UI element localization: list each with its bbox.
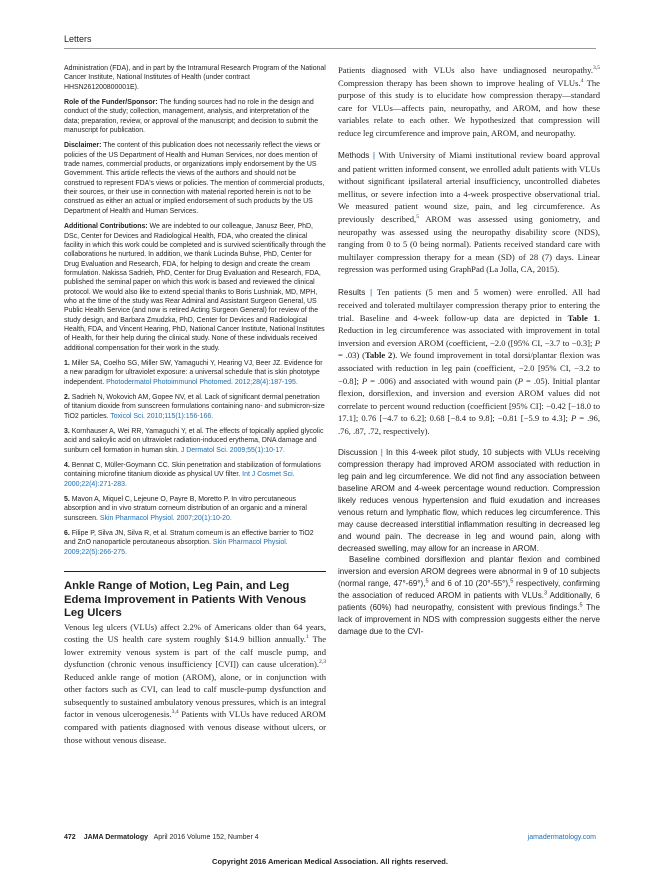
ref-journal-link[interactable]: Skin Pharmacol Physiol: [212, 539, 286, 547]
citation-sup: 3: [543, 590, 548, 597]
ref-text: Bennat C, Müller-Goymann CC. Skin penetration and stabilization of formulations containing microfine titanium dioxide as physical UV filter.: [64, 462, 321, 479]
ref-text: Miller SA, Coelho SG, Miller SW, Yamaguchi Y, Hearing VJ, Beer JZ. Evidence for a new paradigm for ultraviolet exposure: a universal schedule that is skin phototype independent.: [64, 359, 323, 386]
ref-cite-link[interactable]: . 2000;22(4):271-283.: [64, 471, 295, 488]
role-text: The funding sources had no role in the design and conduct of the study; collection, management, analysis, and interpretation of the data; preparation, review, or approval of the manuscript; and decision to submit the manuscript for publication.: [64, 99, 319, 135]
body-text: The lack of improvement in NDS with compression suggests either the nerve damage due to the CVI-: [338, 603, 600, 636]
reference-3: [64, 427, 326, 455]
role-of-funder: [64, 98, 326, 135]
methods-heading: Methods: [338, 151, 370, 161]
results-heading: Results: [338, 287, 366, 297]
funding-continuation: Administration (FDA), and in part by the Intramural Research Program of the National Cancer Institute, National Institutes of Health (under contract HHSN261200800001E).: [64, 65, 326, 91]
body-text: AROM was assessed using goniometry, and neuropathy was assessed using the neuropathy disability score (NDS), ranging from 0 to 5 (0 being normal). Patients received standard care with multilayer compression therapy for a mean (SD) of 28 (7) days. Linear regression was performed using GraphPad (La Jolla, CA, 2015).: [338, 214, 600, 275]
citation-sup: 1: [305, 634, 309, 641]
disclaimer: [64, 141, 326, 216]
ref-cite-link[interactable]: . 2009;22(5):266-275.: [64, 539, 288, 556]
citation-sup: 5: [416, 214, 419, 221]
ref-journal-link[interactable]: J Dermatol Sci: [180, 446, 226, 454]
ref-number: 1.: [64, 359, 70, 367]
body-text: Ten patients (5 men and 5 women) were enrolled. All had received and tolerated multilayer compression therapy prior to entering the trial. Baseline and 4-week follow-up data are depicted in: [338, 286, 600, 323]
journal-url-link[interactable]: jamadermatology.com: [527, 834, 596, 841]
body-text: With University of Miami institutional review board approval and patient written informed consent, we enrolled adult patients with VLUs without significant ipsilateral arterial insufficiency, uncontrolled diabetes mellitus, or severe infection into a 4-week prospective observational trial. We measured patient wound size, pain, and leg circumference. As previously described,: [338, 150, 600, 225]
body-text: = .006) and associated with wound pain (: [367, 375, 518, 386]
ref-number: 5.: [64, 496, 70, 504]
ref-cite-link[interactable]: . 2012;28(4):187-195.: [231, 378, 298, 386]
contrib-label: Additional Contributions:: [64, 223, 148, 231]
body-text: = .03) (: [338, 350, 365, 361]
header-rule: [64, 48, 596, 49]
ref-journal-link[interactable]: Skin Pharmacol Physiol: [99, 514, 173, 522]
p-value-label: P: [570, 413, 577, 424]
body-text: = .05). Initial plantar flexion, dorsiflexion, and inversion and eversion AROM values did not correlate to percent wound reduction (coefficient [95% CI]: −0.42 [−18.0 to 17.1]; 0.76 [−4.7 to 6.2]; 0.68 [−8.4 to 9.8]; −0.81 [−5.9 to 4.3];: [338, 375, 600, 424]
body-text: Patients diagnosed with VLUs also have undiagnosed neuropathy.: [338, 65, 593, 75]
citation-sup: 5: [425, 578, 429, 585]
body-text: Compression therapy has been shown to improve healing of VLUs.: [338, 77, 581, 88]
section-separator: |: [370, 286, 373, 297]
reference-6: [64, 529, 326, 557]
ref-text: Mavon A, Miquel C, Lejeune O, Payre B, Moretto P. In vitro percutaneous absorption and in vivo stratum corneum distribution of an organic and a mineral sunscreen.: [64, 496, 307, 522]
section-separator: |: [380, 448, 383, 458]
discussion-paragraph: [338, 447, 600, 554]
intro-text: Venous leg ulcers (VLUs) affect 2.2% of Americans older than 64 years, costing the US health care system roughly $14.9 billion annually.: [64, 621, 326, 645]
body-text: ). We found improvement in total dorsi/plantar flexion was associated with reduction in leg pain (coefficient, −2.0 [95% CI, −3.2 to −0.8];: [338, 350, 600, 386]
p-value-label: P: [517, 375, 524, 386]
left-column: [64, 64, 326, 746]
citation-sup: 4: [580, 77, 584, 84]
reference-2: [64, 393, 326, 421]
ref-number: 3.: [64, 428, 70, 436]
ref-number: 6.: [64, 530, 70, 538]
table-2-ref[interactable]: Table 2: [364, 350, 393, 361]
citation-sup: 5: [579, 602, 583, 609]
reference-5: [64, 495, 326, 523]
citation-sup: 5: [510, 578, 514, 585]
body-text: Additionally, 6 patients (60%) had neuropathy, consistent with previous findings.: [338, 591, 600, 613]
citation-sup: 2,3: [319, 659, 326, 666]
intro-paragraph-cont: [338, 64, 600, 139]
p-value-label: P: [594, 337, 600, 348]
p-value-label: P: [361, 375, 368, 386]
body-text: respectively, confirming the association of reduced AROM in patients with VLUs.: [338, 579, 601, 601]
additional-contributions: [64, 222, 326, 353]
body-text: = .96, .76, .87, .72, respectively).: [338, 413, 600, 436]
ref-number: 4.: [64, 462, 70, 470]
section-separator: |: [372, 150, 376, 161]
ref-cite-link[interactable]: . 2007;20(1):10-20.: [172, 514, 232, 522]
disclaimer-text: The content of this publication does not necessarily reflect the views or policies of the US Department of Health and Human Services, nor does mention of trade names, commercial products, or organizations imply endorsement by the US Government. This article reflects the views of the authors and should not be construed to represent FDA's views or policies. The mention of commercial products, their sources, or their use in connection with material reported herein is not to be construed as either an actual or implied endorsement of such products by the US Department of Health and Human Services.: [64, 142, 325, 215]
results-paragraph: [338, 286, 600, 438]
methods-paragraph: [338, 149, 600, 275]
ref-cite-link[interactable]: . 2009;55(1):10-17.: [225, 446, 285, 454]
ref-number: 2.: [64, 394, 70, 401]
page-footer: [64, 834, 596, 841]
ref-journal-link[interactable]: Int J Cosmet Sci: [242, 471, 293, 479]
body-text: and 6 of 10 (20°-55°),: [428, 579, 511, 589]
intro-text: Patients with VLUs have reduced AROM compared with patients diagnosed with venous disease without ulcers, or those without venous disease.: [64, 709, 326, 745]
ref-cite-link[interactable]: . 2010;115(1):156-166.: [143, 412, 214, 420]
ref-journal-link[interactable]: Toxicol Sci: [110, 412, 144, 420]
table-1-ref[interactable]: Table 1: [567, 312, 598, 323]
ref-journal-link[interactable]: Photodermatol Photoimmunol Photomed: [106, 378, 232, 386]
ref-text: Kornhauser A, Wei RR, Yamaguchi Y, et al. The effects of topically applied glycolic acid and salicylic acid on ultraviolet radiation-induced erythema, DNA damage and sunburn cell formation in human skin.: [64, 428, 324, 454]
ref-text: Filipe P, Silva JN, Silva R, et al. Stratum corneum is an effective barrier to TiO2 and ZnO nanoparticle percutaneous absorption.: [64, 530, 314, 547]
intro-text: Reduced ankle range of motion (AROM), alone, or in conjunction with other factors such as CVI, can lead to calf muscle-pump dysfunction and subsequently to sustained ambulatory venous pressures, which is an integral factor in venous ulcerogenesis.: [64, 671, 326, 720]
journal-name: JAMA Dermatology: [83, 834, 148, 841]
reference-4: [64, 461, 326, 489]
discussion-heading: Discussion: [338, 448, 378, 458]
intro-text: The lower extremity venous system is part of the calf muscle pump, and dysfunction (chronic venous insufficiency [CVI]) can cause ulceration).: [64, 634, 327, 670]
copyright-notice: Copyright 2016 American Medical Association. All rights reserved.: [212, 857, 448, 866]
running-header: Letters: [64, 34, 92, 44]
contrib-text: We are indebted to our colleague, Janusz Beer, PhD, DSc, Center for Devices and Radiological Health, FDA, who created the clinical facility in which this work could be completed and is survived scientifically through the collaborations he nurtured. In addition, we thank Lucinda Buhse, PhD, Center for Drug Evaluation and Research, FDA, for helping to design and create the cream formulation. Nakissa Sadrieh, PhD, Center for Drug Evaluation and Research, FDA, published the seminal paper on which this work is based and reviewed the clinical protocol. We would also like to extend special thanks to Boris Lushniak, MD, MPH, who at the time of the study was Rear Admiral and Assistant Surgeon General, US Public Health Service (and now is retired Acting Surgeon General) for review of the study design, and Barbara Zmudzka, PhD, Center for Devices and Radiological Health, FDA, and Vincent Hearing, PhD, National Cancer Institute, National Institutes of Health, for their help during the clinical study. None of these individuals received additional compensation for their work in the study.: [64, 223, 326, 352]
body-text: Baseline combined dorsiflexion and plantar flexion and combined inversion and eversion AROM degrees were abnormal in 9 of 10 subjects (normal range, 47°-69°),: [338, 555, 600, 589]
body-text: In this 4-week pilot study, 10 subjects with VLUs receiving compression therapy had improved AROM associated with reduction in leg pain and leg circumference. We did not find any association between baseline AROM and 4-week percentage wound reduction. Compression likely reduces venous hypertension and fluid exudation and increases venous return and lymphatic flow, which reduces leg circumference. This may cause decreased interstitial inflammation resulting in decreased leg and wound pain. The decrease in leg and wound pain, along with decreased swelling, may allow for an increase in AROM.: [338, 448, 600, 553]
citation-sup: 3,5: [593, 65, 600, 72]
role-label: Role of the Funder/Sponsor:: [64, 99, 158, 107]
page-number: 472: [64, 834, 76, 841]
body-text: The purpose of this study is to elucidate how compression therapy—standard care for VLUs—affects pain, neuropathy, and AROM, and how these variables relate to each other. We hypothesized that compression will reduce leg circumference and improve pain, AROM, and neuropathy.: [338, 77, 600, 138]
discussion-paragraph-2: [338, 554, 600, 637]
citation-sup: 3,4: [171, 709, 179, 716]
reference-1: [64, 359, 326, 387]
right-column: [338, 64, 600, 638]
issue-info: April 2016 Volume 152, Number 4: [153, 834, 259, 841]
body-text: . Reduction in leg circumference was associated with improvement in total inversion and eversion AROM (coefficient, −2.0 ([95% CI, −3.7 to −0.3];: [338, 312, 600, 348]
disclaimer-label: Disclaimer:: [64, 142, 102, 150]
article-title: Ankle Range of Motion, Leg Pain, and Leg Edema Improvement in Patients With Venous Leg Ulcers: [64, 571, 326, 621]
intro-paragraph: [64, 621, 326, 746]
ref-text: Sadrieh N, Wokovich AM, Gopee NV, et al. Lack of significant dermal penetration of titanium dioxide from sunscreen formulations containing nano- and submicron-size TiO2 particles.: [64, 394, 325, 420]
